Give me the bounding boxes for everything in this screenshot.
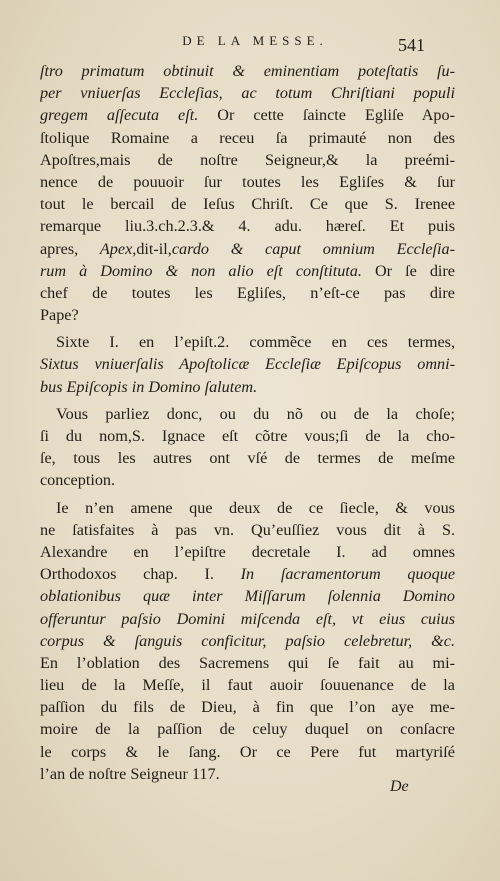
text-line [40,718,455,740]
italic-text-segment: Sixtus vniuerſalis Apoſtolicæ Eccleſiæ Epiſcopus omni- [40,355,455,374]
text-segment: moire de la paſſion de celuy duquel on conſacre [40,720,455,739]
text-segment: tout le bercail de Ieſus Chriſt. Ce que S. Irenee [40,195,455,214]
page-number: 541 [398,35,425,55]
paragraph [40,497,455,785]
text-line [40,608,455,630]
text-line [40,674,455,696]
text-line [40,519,455,541]
text-line [40,376,455,398]
text-line [40,469,455,491]
italic-text-segment: ſtro primatum obtinuit & eminentiam poteſtatis ſu- [40,62,455,80]
text-line [40,215,455,237]
text-line [40,425,455,447]
italic-text-segment: per vniuerſas Eccleſias, ac totum Chriſtiani populi [40,84,455,103]
text-line [40,630,455,652]
text-segment: conception. [40,471,116,490]
text-segment: ſtolique Romaine a receu ſa primauté non des [40,128,455,147]
text-line [40,282,455,304]
italic-text-segment: gregem aſſecuta eſt. [40,106,199,125]
text-line [40,447,455,469]
paragraph [40,60,455,326]
text-segment: Or ſe dire [361,261,455,280]
text-segment: Pape? [40,306,79,325]
text-segment: En l’oblation des Sacremens qui ſe fait au mi- [40,653,455,672]
text-line [40,82,455,104]
italic-text-segment: oblationibus quæ inter Miſſarum ſolennia Domino [40,587,455,606]
text-segment: Apoſtres,mais de noſtre Seigneur,& la preémi- [40,150,455,169]
text-line [40,541,455,563]
italic-text-segment: corpus & ſanguis conficitur, paſsio celebretur, &c. [40,631,455,650]
running-title: DE LA MESSE. [182,33,328,48]
text-line [40,127,455,149]
text-segment: nence de pouuoir ſur toutes les Egliſes & ſur [40,172,455,191]
paragraph [40,331,455,398]
text-segment: Or cette ſaincte Egliſe Apo- [198,106,455,125]
italic-text-segment: cardo & caput omnium Eccleſia- [171,239,455,258]
body-text [40,60,455,785]
text-line [40,353,455,375]
text-line [40,741,455,763]
text-line [40,238,455,260]
text-segment: ne ſatisfaites à pas vn. Qu’euſſiez vous dit à S. [40,520,455,539]
text-segment: ſe, tous les autres ont vſé de termes de meſme [40,449,455,468]
text-segment: chef de toutes les Egliſes, n’eſt-ce pas dire [40,283,455,302]
text-segment: l’an de noſtre Seigneur 117. [40,764,220,783]
text-segment: le corps & le ſang. Or ce Pere fut martyriſé [40,742,455,761]
text-segment: Sixte I. en l’epiſt.2. commẽce en ces termes, [56,333,455,352]
text-line [40,104,455,126]
text-segment: remarque liu.3.ch.2.3.& 4. adu. hæreſ. Et puis [40,217,455,236]
text-segment: paſſion du fils de Dieu, à fin que l’on aye me- [40,698,455,717]
text-line [40,585,455,607]
text-segment: Vous parliez donc, ou du nõ ou de la choſe; [56,404,455,423]
italic-text-segment: rum à Domino & non alio eſt conſtituta. [40,261,362,280]
italic-text-segment: offeruntur paſsio Domini miſcenda eſt, vt eius cuius [40,609,455,628]
text-line [40,331,455,353]
paragraph [40,403,455,492]
text-segment: apres, [40,239,100,258]
text-line [40,260,455,282]
text-line [40,563,455,585]
text-segment: dit-il, [136,239,172,258]
italic-text-segment: In ſacramentorum quoque [240,565,455,584]
text-segment: ſi du nom,S. Ignace eſt cõtre vous;ſi de la cho- [40,427,455,445]
text-segment: Alexandre en l’epiſtre decretale I. ad omnes [40,542,455,561]
text-segment: Orthodoxos chap. I. [40,565,241,584]
italic-text-segment: Apex, [99,239,137,258]
text-line [40,652,455,674]
text-line [40,403,455,425]
catchword: De [390,778,409,795]
text-line [40,304,455,326]
text-segment: lieu de la Meſſe, il faut auoir ſouuenance de la [40,676,455,695]
text-line [40,60,455,82]
italic-text-segment: bus Epiſcopis in Domino ſalutem. [40,377,258,396]
text-line [40,171,455,193]
text-line [40,696,455,718]
text-line [40,497,455,519]
text-line [40,149,455,171]
text-line [40,193,455,215]
text-segment: Ie n’en amene que deux de ce ſiecle, & vous [56,498,455,517]
